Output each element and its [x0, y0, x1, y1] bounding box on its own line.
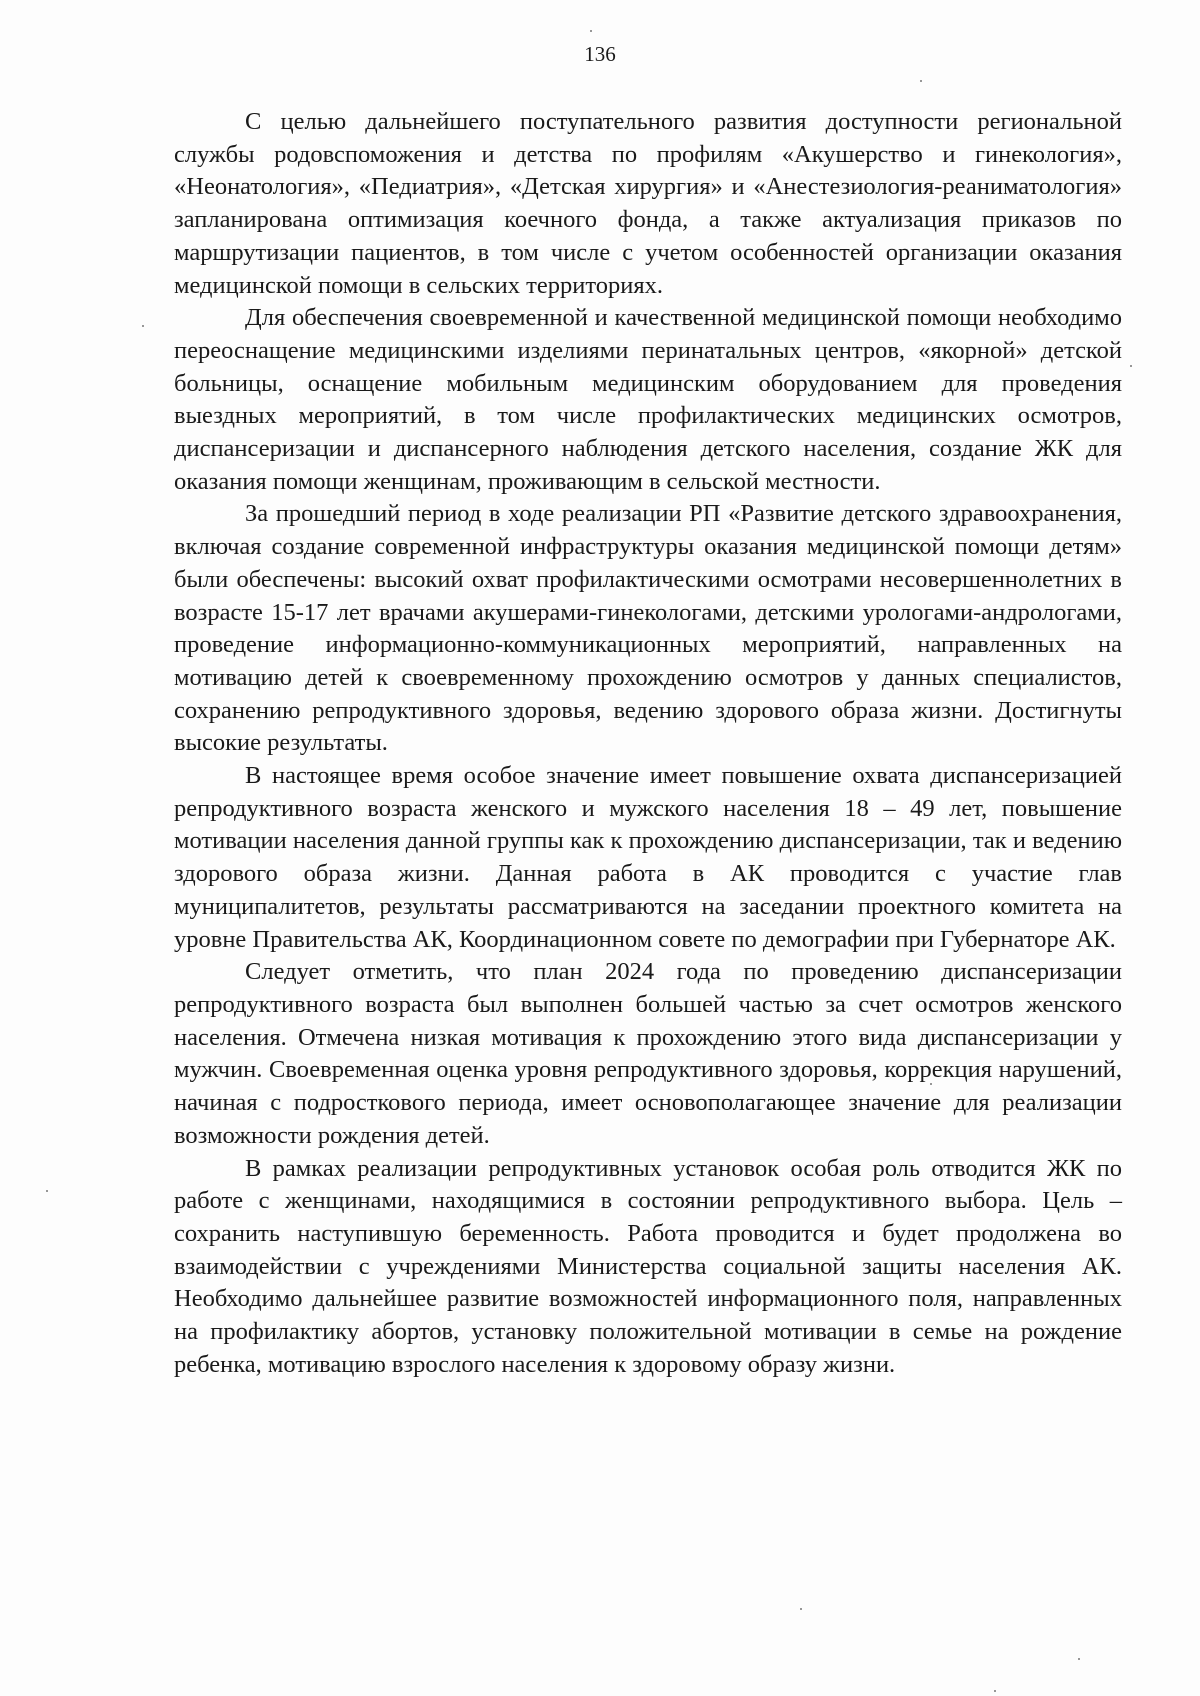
page-number: 136	[584, 42, 616, 66]
scan-speck	[142, 325, 144, 327]
paragraph-6: В рамках реализации репродуктивных установок особая роль отводится ЖК по работе с женщинами, находящимися в состоянии репродуктивного выбора. Цель – сохранить наступившую беременность. Работа проводится и будет продолжена во взаимодействии с учреждениями Министерства социальной защиты населения АК. Необходимо дальнейшее развитие возможностей информационного поля, направленных на профилактику абортов, установку положительной мотивации в семье на рождение ребенка, мотивацию взрослого населения к здоровому образу жизни.	[174, 1154, 1122, 1378]
scan-speck	[994, 1690, 996, 1692]
scan-speck	[800, 1608, 802, 1610]
paragraph-3: За прошедший период в ходе реализации РП «Развитие детского здравоохранения, включая создание современной инфраструктуры оказания медицинской помощи детям» были обеспечены: высокий охват профилактическими осмотрами несовершеннолетних в возрасте 15-17 лет врачами акушерами-гинекологами, детскими урологами-андрологами, проведение информационно-коммуникационных мероприятий, направленных на мотивацию детей к своевременному прохождению осмотров у данных специалистов, сохранению репродуктивного здоровья, ведению здорового образа жизни. Достигнуты высокие результаты.	[174, 500, 1122, 757]
paragraph-5: Следует отметить, что план 2024 года по проведению диспансеризации репродуктивного возраста был выполнен большей частью за счет осмотров женского населения. Отмечена низкая мотивация к прохождению этого вида диспансеризации у мужчин. Своевременная оценка уровня репродуктивного здоровья, коррекция нарушений, начиная с подросткового периода, имеет основополагающее значение для реализации возможности рождения детей.	[174, 958, 1122, 1149]
scan-speck	[46, 1190, 48, 1192]
paragraph-1: С целью дальнейшего поступательного развития доступности региональной службы родовспоможения и детства по профилям «Акушерство и гинекология», «Неонатология», «Педиатрия», «Детская хирургия» и «Анестезиология-реаниматология» запланирована оптимизация коечного фонда, а также актуализация приказов по маршрутизации пациентов, в том числе с учетом особенностей организации оказания медицинской помощи в сельских территориях.	[174, 108, 1122, 299]
scan-speck	[590, 30, 592, 32]
scan-speck	[920, 80, 922, 82]
scan-speck	[930, 1083, 932, 1085]
scan-speck	[1078, 1658, 1080, 1660]
paragraph-4: В настоящее время особое значение имеет повышение охвата диспансеризацией репродуктивного возраста женского и мужского населения 18 – 49 лет, повышение мотивации населения данной группы как к прохождению диспансеризации, так и ведению здорового образа жизни. Данная работа в АК проводится с участие глав муниципалитетов, результаты рассматриваются на заседании проектного комитета на уровне Правительства АК, Координационном совете по демографии при Губернаторе АК.	[174, 762, 1122, 953]
scan-speck	[1130, 365, 1132, 367]
paragraph-2: Для обеспечения своевременной и качественной медицинской помощи необходимо переоснащение медицинскими изделиями перинатальных центров, «якорной» детской больницы, оснащение мобильным медицинским оборудованием для проведения выездных мероприятий, в том числе профилактических медицинских осмотров, диспансеризации и диспансерного наблюдения детского населения, создание ЖК для оказания помощи женщинам, проживающим в сельской местности.	[174, 304, 1122, 495]
body-text	[174, 106, 1122, 1381]
